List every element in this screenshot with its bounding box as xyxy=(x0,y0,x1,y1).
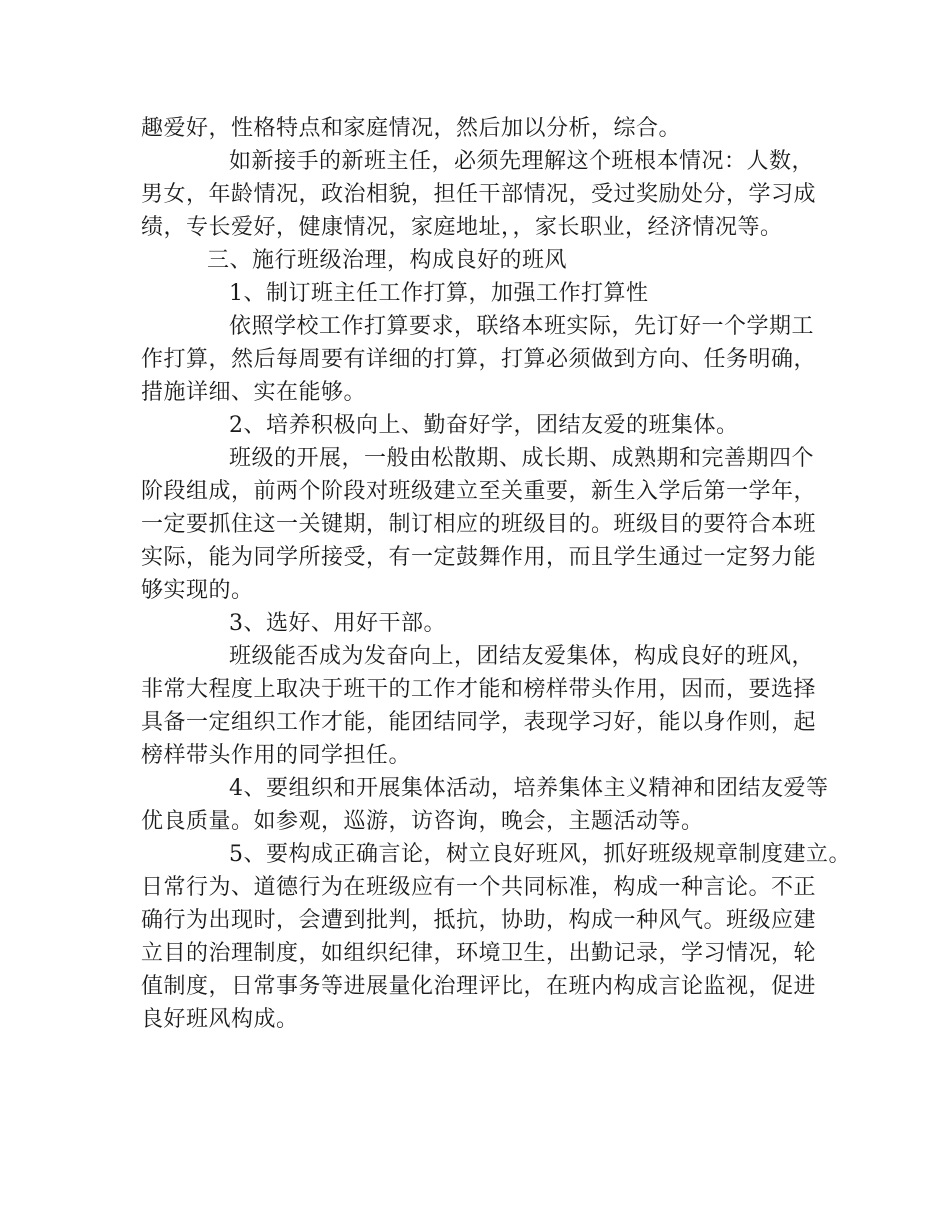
text-line: 良好班风构成。 xyxy=(141,1007,299,1032)
text-line: 值制度，日常事务等进展量化治理评比，在班内构成言论监视，促进 xyxy=(141,974,817,999)
text-line: 趣爱好，性格特点和家庭情况，然后加以分析，综合。 xyxy=(141,116,682,141)
text-line: 确行为出现时，会遭到批判，抵抗，协助，构成一种风气。班级应建 xyxy=(141,908,817,933)
text-line: 依照学校工作打算要求，联络本班实际，先订好一个学期工 xyxy=(229,314,815,339)
subsection-heading: 3、选好、用好干部。 xyxy=(229,611,446,636)
text-line: 措施详细、实在能够。 xyxy=(141,380,367,405)
text-line: 优良质量。如参观，巡游，访咨询，晚会，主题活动等。 xyxy=(141,809,704,834)
text-line: 榜样带头作用的同学担任。 xyxy=(141,743,412,768)
document-body xyxy=(141,112,851,1036)
subsection-heading: 2、培养积极向上、勤奋好学，团结友爱的班集体。 xyxy=(229,413,739,438)
text-line: 作打算，然后每周要有详细的打算，打算必须做到方向、任务明确， xyxy=(141,347,817,372)
text-line: 班级能否成为发奋向上，团结友爱集体，构成良好的班风， xyxy=(229,644,815,669)
text-line: 立目的治理制度，如组织纪律，环境卫生，出勤记录，学习情况，轮 xyxy=(141,941,817,966)
text-line: 实际，能为同学所接受，有一定鼓舞作用，而且学生通过一定努力能 xyxy=(141,545,817,570)
text-line: 够实现的。 xyxy=(141,578,254,603)
text-line: 一定要抓住这一关键期，制订相应的班级目的。班级目的要符合本班 xyxy=(141,512,817,537)
text-line: 男女，年龄情况，政治相貌，担任干部情况，受过奖励处分，学习成 xyxy=(141,182,817,207)
text-line: 班级的开展，一般由松散期、成长期、成熟期和完善期四个 xyxy=(229,446,815,471)
subsection-heading: 1、制订班主任工作打算，加强工作打算性 xyxy=(229,281,649,306)
subsection-heading: 4、要组织和开展集体活动，培养集体主义精神和团结友爱等 xyxy=(229,776,829,801)
text-line: 非常大程度上取决于班干的工作才能和榜样带头作用，因而，要选择 xyxy=(141,677,817,702)
text-line: 如新接手的新班主任，必须先理解这个班根本情况：人数， xyxy=(229,149,815,174)
text-line: 日常行为、道德行为在班级应有一个共同标准，构成一种言论。不正 xyxy=(141,875,817,900)
text-line: 阶段组成，前两个阶段对班级建立至关重要，新生入学后第一学年， xyxy=(141,479,817,504)
section-heading: 三、施行班级治理，构成良好的班风 xyxy=(207,248,568,273)
text-line: 具备一定组织工作才能，能团结同学，表现学习好，能以身作则，起 xyxy=(141,710,817,735)
subsection-heading: 5、要构成正确言论，树立良好班风，抓好班级规章制度建立。 xyxy=(229,842,851,867)
text-line: 绩，专长爱好，健康情况，家庭地址，，家长职业，经济情况等。 xyxy=(141,215,783,240)
